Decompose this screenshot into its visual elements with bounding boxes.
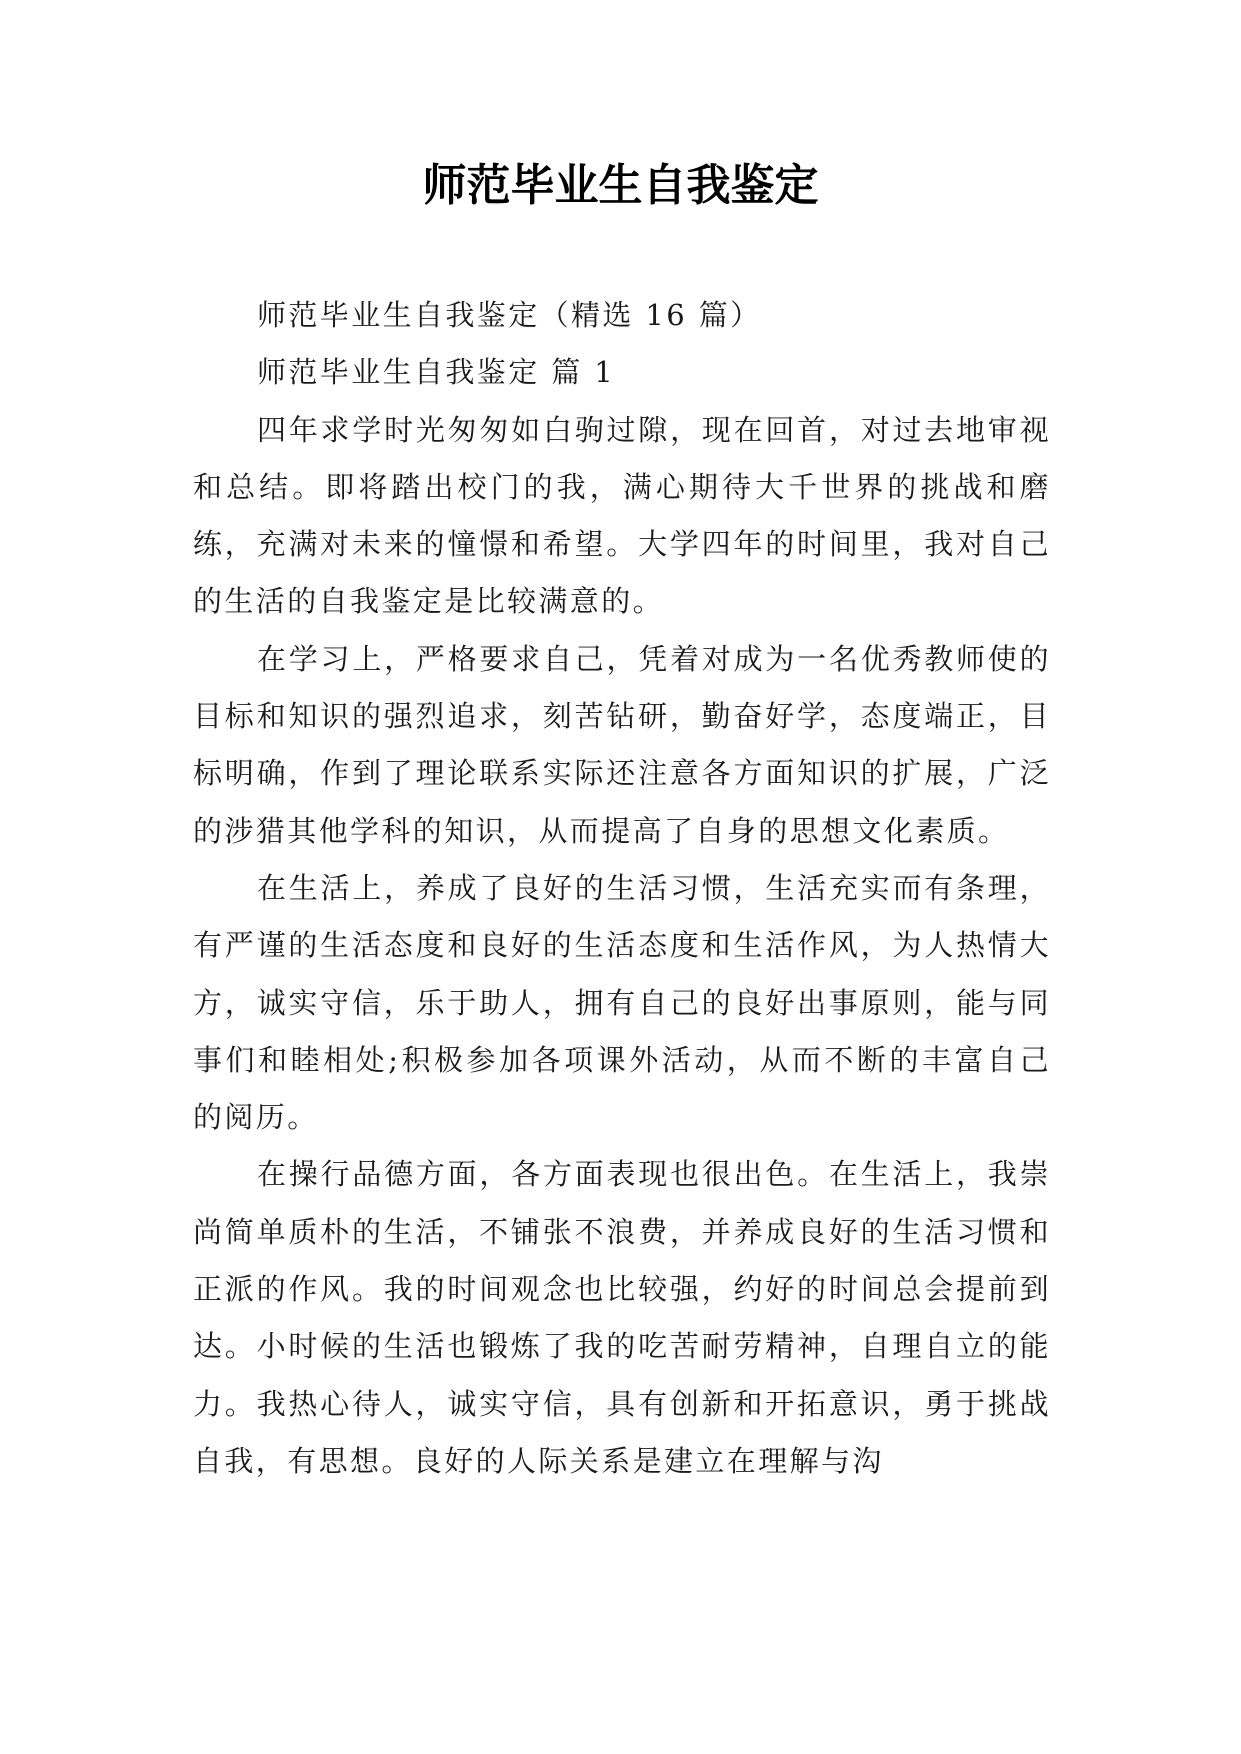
document-body — [193, 287, 1051, 1490]
body-paragraph: 在学习上，严格要求自己，凭着对成为一名优秀教师使的目标和知识的强烈追求，刻苦钻研，勤奋好学，态度端正，目标明确，作到了理论联系实际还注意各方面知识的扩展，广泛的涉猎其他学科的知识，从而提高了自身的思想文化素质。 — [193, 641, 1051, 848]
body-paragraph: 四年求学时光匆匆如白驹过隙，现在回首，对过去地审视和总结。即将踏出校门的我，满心期待大千世界的挑战和磨练，充满对未来的憧憬和希望。大学四年的时间里，我对自己的生活的自我鉴定是比较满意的。 — [193, 412, 1051, 619]
body-paragraph: 在操行品德方面，各方面表现也很出色。在生活上，我崇尚简单质朴的生活，不铺张不浪费，并养成良好的生活习惯和正派的作风。我的时间观念也比较强，约好的时间总会提前到达。小时候的生活也锻炼了我的吃苦耐劳精神，自理自立的能力。我热心待人，诚实守信，具有创新和开拓意识，勇于挑战自我，有思想。良好的人际关系是建立在理解与沟 — [193, 1157, 1051, 1478]
body-paragraph: 在生活上，养成了良好的生活习惯，生活充实而有条理，有严谨的生活态度和良好的生活态度和生活作风，为人热情大方，诚实守信，乐于助人，拥有自己的良好出事原则，能与同事们和睦相处;积极参加各项课外活动，从而不断的丰富自己的阅历。 — [193, 870, 1051, 1135]
document-title: 师范毕业生自我鉴定 — [422, 160, 819, 211]
document-subtitle: 师范毕业生自我鉴定（精选 16 篇） — [257, 298, 762, 332]
section-heading: 师范毕业生自我鉴定 篇 1 — [257, 355, 616, 390]
